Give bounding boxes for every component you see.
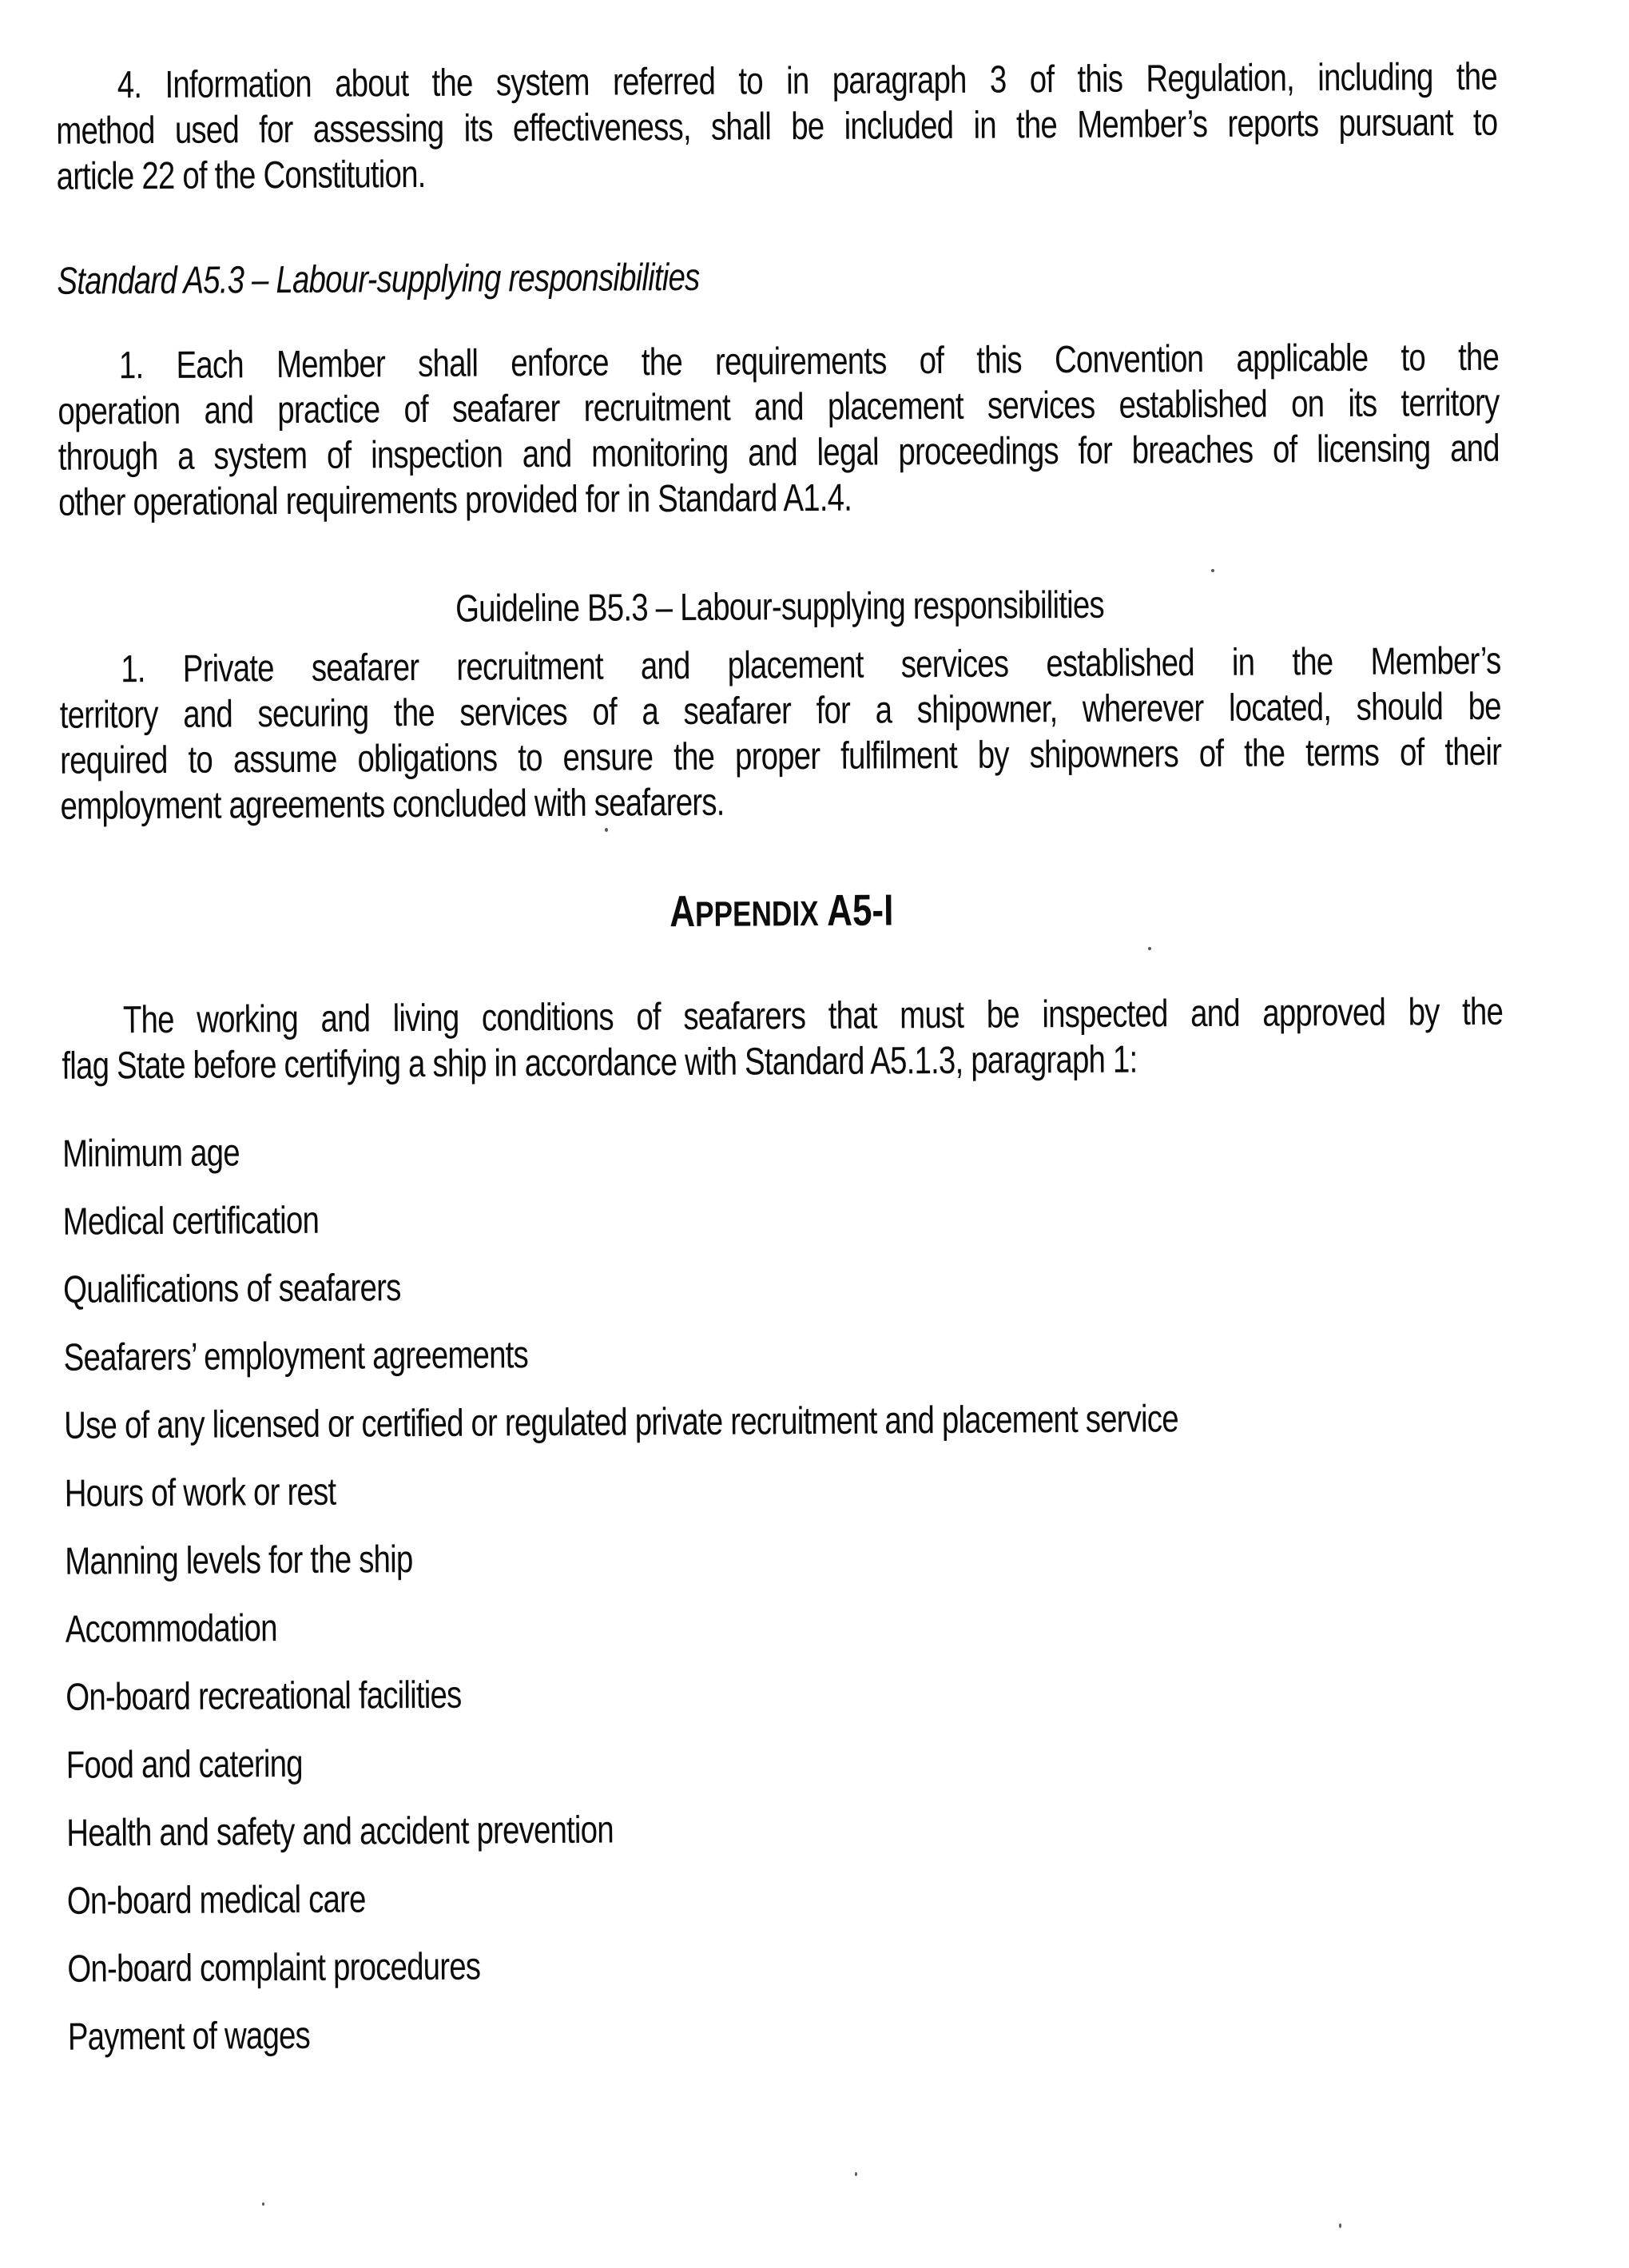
list-item: Payment of wages xyxy=(67,2014,311,2059)
list-item: Manning levels for the ship xyxy=(65,1538,413,1583)
paragraph-line: operation and practice of seafarer recruitment and placement services established on its territory xyxy=(58,381,1500,433)
list-item: Seafarers’ employment agreements xyxy=(63,1334,529,1379)
appendix-initial: A xyxy=(669,885,696,937)
list-item: Medical certification xyxy=(62,1199,320,1243)
appendix-intro-paragraph xyxy=(62,989,1504,1089)
list-item: Health and safety and accident prevention xyxy=(66,1808,614,1855)
paragraph-4 xyxy=(56,54,1498,200)
paragraph-line: article 22 of the Constitution. xyxy=(56,153,426,198)
list-item: Use of any licensed or certified or regulated private recruitment and placement service xyxy=(64,1398,1178,1447)
appendix-number: A5-I xyxy=(818,885,894,935)
list-item: On-board complaint procedures xyxy=(67,1945,481,1991)
paragraph-line: The working and living conditions of seafarers that must be inspected and approved by the xyxy=(122,990,1504,1042)
scan-speck xyxy=(855,2172,857,2176)
paragraph-line: flag State before certifying a ship in accordance with Standard A5.1.3, paragraph 1: xyxy=(62,1038,1138,1088)
document-content xyxy=(55,0,1510,2268)
paragraph-line: 1. Private seafarer recruitment and placement services established in the Member’s xyxy=(121,639,1501,691)
list-item: Food and catering xyxy=(66,1742,303,1787)
list-item: On-board recreational facilities xyxy=(66,1673,462,1719)
list-item: Accommodation xyxy=(65,1607,277,1651)
guideline-heading: Guideline B5.3 – Labour-supplying responsibilities xyxy=(455,583,1104,631)
paragraph-line: required to assume obligations to ensure the proper fulfilment by shipowners of the terms of their xyxy=(59,730,1502,782)
scan-speck xyxy=(1148,947,1151,950)
paragraph-line: employment agreements concluded with seafarers. xyxy=(60,781,725,828)
paragraph-1-standard xyxy=(58,335,1500,526)
paragraph-line: method used for assessing its effectiveness, shall be included in the Member’s reports pursuant to xyxy=(56,101,1498,153)
inspection-conditions-list xyxy=(62,1123,1509,2083)
list-item: On-board medical care xyxy=(66,1878,366,1923)
appendix-smallcaps: PPENDIX xyxy=(694,893,819,934)
list-item: Qualifications of seafarers xyxy=(63,1267,401,1311)
scan-speck xyxy=(605,828,608,832)
scan-speck xyxy=(1211,569,1214,572)
paragraph-1-guideline xyxy=(59,639,1501,830)
scan-speck xyxy=(1339,2223,1341,2228)
paragraph-line: 1. Each Member shall enforce the requirements of this Convention applicable to the xyxy=(118,336,1500,388)
paragraph-line: other operational requirements provided for in Standard A1.4. xyxy=(58,476,852,524)
paragraph-line: 4. Information about the system referred to in paragraph 3 of this Regulation, including the xyxy=(117,55,1498,107)
appendix-heading xyxy=(61,881,1502,944)
standard-heading: Standard A5.3 – Labour-supplying responsibilities xyxy=(57,256,700,303)
list-item: Hours of work or rest xyxy=(64,1470,336,1515)
paragraph-line: through a system of inspection and monitoring and legal proceedings for breaches of licensing and xyxy=(58,427,1500,479)
paragraph-line: territory and securing the services of a seafarer for a shipowner, wherever located, should be xyxy=(59,685,1501,737)
scan-speck xyxy=(262,2202,264,2206)
list-item: Minimum age xyxy=(62,1132,240,1176)
